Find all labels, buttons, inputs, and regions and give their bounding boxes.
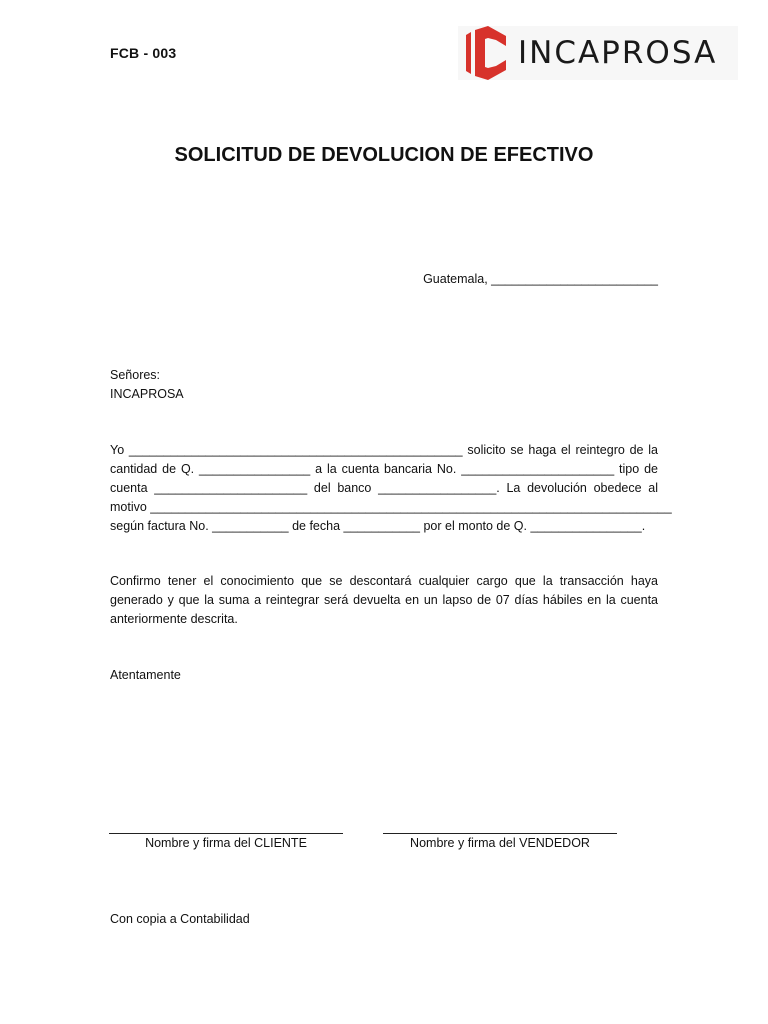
- document-title: SOLICITUD DE DEVOLUCION DE EFECTIVO: [174, 144, 594, 166]
- vendor-signature-label: Nombre y firma del VENDEDOR: [410, 836, 590, 850]
- confirmation-paragraph: Confirmo tener el conocimiento que se descontará cualquier cargo que la transacción haya generado y que la suma a reintegrar será devuelta en un lapso de 07 días hábiles en la cuenta anteriormente descrita.: [110, 574, 658, 626]
- request-line: según factura No. ___________ de fecha ___________ por el monto de Q. ________________.: [110, 519, 646, 533]
- vendor-signature-block: [383, 820, 617, 850]
- client-signature-line: [109, 820, 343, 834]
- salutation: Señores:: [110, 368, 161, 382]
- logo-wordmark: INCAPROSA: [518, 35, 718, 71]
- vendor-signature-line: [383, 820, 617, 834]
- date-line: Guatemala, ________________________: [423, 272, 658, 286]
- recipient-block: [110, 366, 658, 404]
- request-line: cantidad de Q. ________________ a la cuenta bancaria No. ______________________ tipo de: [110, 462, 658, 476]
- request-line: Yo ________________________________________________ solicito se haga el reintegro de la: [110, 443, 658, 457]
- copy-note: Con copia a Contabilidad: [110, 912, 250, 926]
- request-paragraph: [110, 441, 672, 536]
- closing-text: Atentamente: [110, 668, 181, 682]
- client-signature-block: [109, 820, 343, 850]
- company-logo: [458, 26, 738, 80]
- recipient-company: INCAPROSA: [110, 387, 184, 401]
- request-line: cuenta ______________________ del banco _________________. La devolución obedece al: [110, 481, 658, 495]
- incaprosa-logo-icon: [458, 26, 508, 80]
- client-signature-label: Nombre y firma del CLIENTE: [145, 836, 307, 850]
- form-code: FCB - 003: [110, 45, 177, 61]
- request-line: motivo ___________________________________________________________________________: [110, 500, 672, 514]
